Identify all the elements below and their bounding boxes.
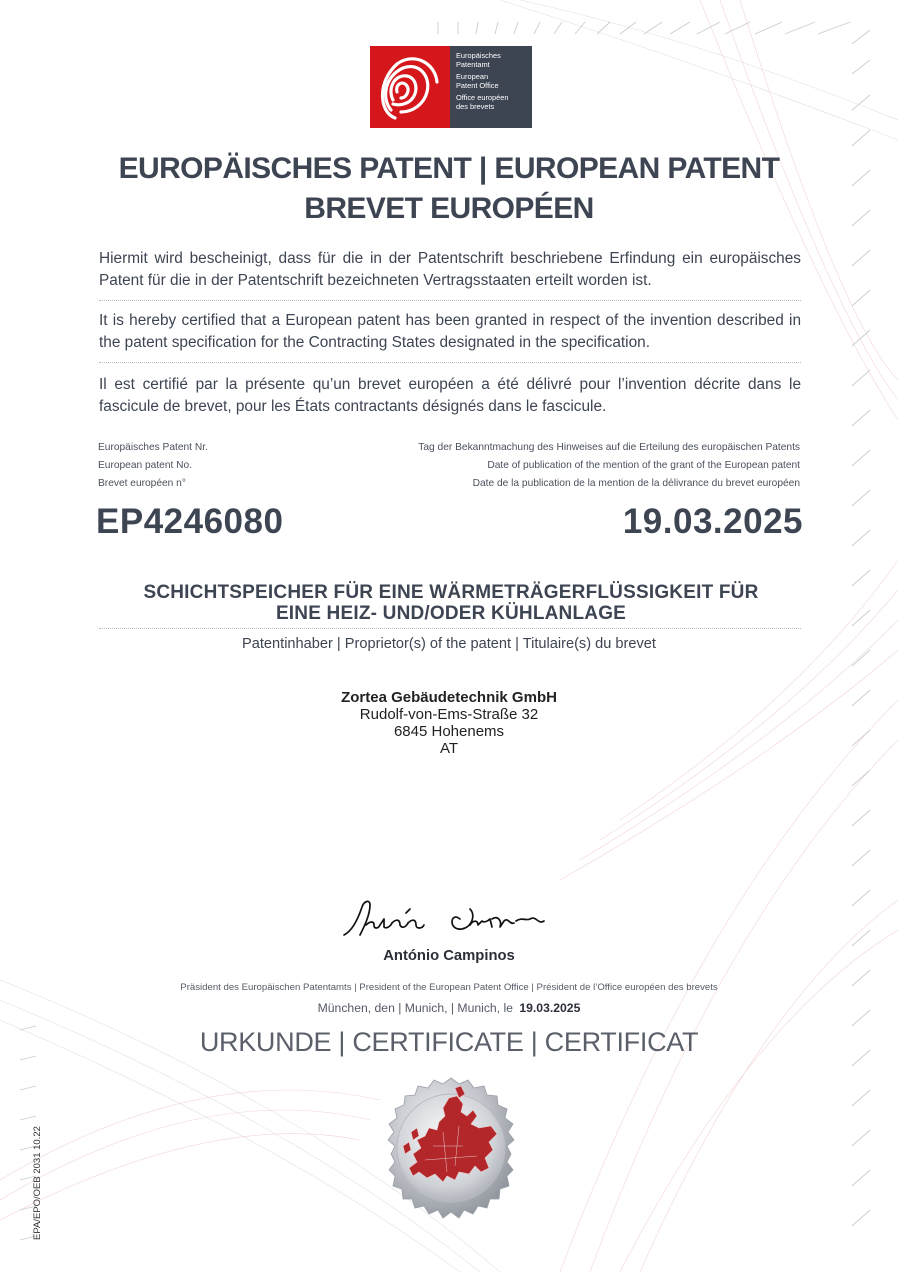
logo-fr-line1: Office européen: [456, 93, 509, 102]
signing-date: 19.03.2025: [519, 1001, 581, 1015]
invention-title-line2: EINE HEIZ- UND/ODER KÜHLANLAGE: [275, 603, 627, 624]
signatory-name: António Campinos: [383, 948, 515, 964]
patent-number-label-de: Europäisches Patent Nr.: [98, 442, 208, 453]
epo-logo-text: [450, 46, 532, 128]
proprietor-label: Patentinhaber | Proprietor(s) of the patent | Titulaire(s) du brevet: [242, 636, 656, 652]
proprietor-city: 6845 Hohenems: [393, 723, 505, 740]
publication-label-en: Date of publication of the mention of the grant of the European patent: [487, 460, 800, 471]
publication-date: 19.03.2025: [622, 502, 803, 541]
logo-en-line1: European: [456, 72, 489, 81]
logo-de-line1: Europäisches: [456, 51, 501, 60]
publication-label-fr: Date de la publication de la mention de la délivrance du brevet européen: [472, 478, 800, 489]
signing-place-label: München, den | Munich, | Munich, le: [317, 1001, 513, 1015]
patent-number: EP4246080: [96, 502, 284, 541]
logo-de-line2: Patentamt: [456, 60, 490, 69]
epo-logo: [370, 46, 532, 128]
divider: [99, 362, 801, 363]
publication-label-de: Tag der Bekanntmachung des Hinweises auf die Erteilung des europäischen Patents: [418, 442, 800, 453]
statement-fr: Il est certifié par la présente qu’un brevet européen a été délivré pour l’invention décrite dans le fascicule de brevet, pour les États contractants désignés dans le fascicule.: [99, 376, 801, 415]
proprietor-street: Rudolf-von-Ems-Straße 32: [359, 706, 539, 723]
page-title-line2: BREVET EUROPÉEN: [304, 192, 594, 225]
proprietor-country: AT: [439, 740, 459, 757]
signatory-role: Präsident des Europäischen Patentamts | President of the European Patent Office | Président de l’Office européen des brevets: [180, 982, 718, 993]
epo-swirl-icon: [379, 52, 441, 122]
logo-en-line2: Patent Office: [456, 81, 499, 90]
certificate-label: URKUNDE | CERTIFICATE | CERTIFICAT: [199, 1027, 699, 1057]
signing-place-date: [0, 1001, 898, 1015]
handwritten-signature: [340, 895, 550, 945]
invention-title-line1: SCHICHTSPEICHER FÜR EINE WÄRMETRÄGERFLÜSSIGKEIT FÜR: [143, 582, 759, 603]
patent-number-label-en: European patent No.: [98, 460, 193, 471]
silver-seal-europe-map: [373, 1076, 529, 1232]
page-title-line1: EUROPÄISCHES PATENT | EUROPEAN PATENT: [118, 152, 780, 185]
statement-de: Hiermit wird bescheinigt, dass für die in der Patentschrift beschriebene Erfindung ein europäisches Patent für die in der Patentschrift bezeichneten Vertragsstaaten erteilt worden ist.: [99, 250, 801, 289]
statement-en: It is hereby certified that a European patent has been granted in respect of the invention described in the patent specification for the Contracting States designated in the specification.: [99, 312, 801, 351]
proprietor-name: Zortea Gebäudetechnik GmbH: [341, 689, 557, 706]
epo-logo-mark: [370, 46, 450, 128]
divider: [99, 628, 801, 629]
patent-number-label-fr: Brevet européen n°: [98, 478, 186, 489]
form-code: EPA/EPO/OEB 2031 10.22: [32, 1126, 43, 1240]
divider: [99, 300, 801, 301]
logo-fr-line2: des brevets: [456, 102, 495, 111]
